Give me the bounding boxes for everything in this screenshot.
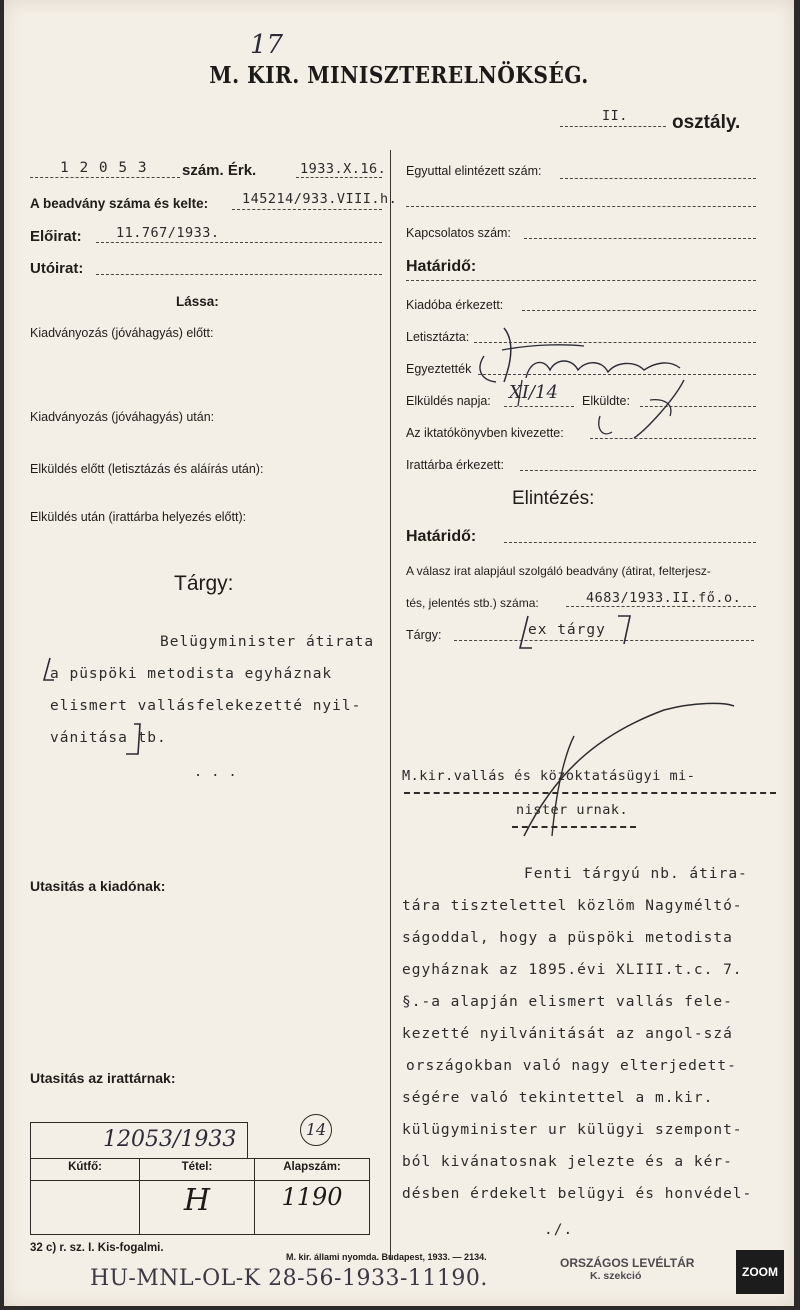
body-line-2: tára tisztelettel közlöm Nagyméltó- (402, 898, 743, 914)
archive-instruction-label: Utasitás az irattárnak: (30, 1070, 176, 1086)
body-line-11: désben érdekelt belügyi és honvédel- (402, 1186, 753, 1202)
department-label: osztály. (672, 112, 741, 133)
right-subject-label: Tárgy: (406, 628, 442, 642)
prior-label: Előirat: (30, 228, 82, 245)
archive-number-handwritten: 12053/1933 (103, 1127, 237, 1152)
zoom-logo: ZOOM (736, 1250, 784, 1294)
page-title: M. KIR. MINISZTERELNÖKSÉG. (209, 62, 589, 89)
submission-label: A beadvány száma és kelte: (30, 196, 209, 211)
subsequent-label: Utóirat: (30, 260, 84, 277)
deadline2-label: Határidő: (406, 528, 477, 545)
body-line-10: ból kivánatosnak jelezte és a kér- (402, 1154, 733, 1170)
registry-number: 1 2 0 5 3 (60, 160, 148, 176)
handwritten-signatures (474, 320, 754, 450)
continuation-mark: ./. (544, 1222, 574, 1238)
archive-stamp-section: K. szekció (590, 1270, 642, 1282)
reply-basis-value: 4683/1933.II.fő.o. (586, 590, 742, 606)
after-dispatch-label: Elküldés után (irattárba helyezés előtt): (30, 510, 247, 524)
cleaned-by-label: Letisztázta: (406, 330, 470, 344)
prior-value: 11.767/1933. (116, 225, 220, 241)
body-line-7: országokban való nagy elterjedett- (406, 1058, 737, 1074)
received-date: 1933.X.16. (300, 161, 387, 177)
to-issue-label: Kiadóba érkezett: (406, 298, 504, 312)
reply-basis-line-1: A válasz irat alapjául szolgáló beadvány (átirat, felterjesz- (406, 564, 711, 578)
archive-table (30, 1158, 370, 1235)
base-number-value: 1190 (255, 1181, 370, 1235)
body-line-6: kezetté nyilvánitását az angol-szá (402, 1026, 733, 1042)
addressee-line-2: nister urnak. (516, 802, 629, 818)
seen-label: Lássa: (176, 294, 219, 309)
circled-number: 14 (300, 1114, 332, 1146)
before-approval-label: Kiadványozás (jóváhagyás) előtt: (30, 326, 214, 340)
subject-line-4: vánitása tb. (50, 730, 167, 746)
reply-basis-line-2: tés, jelentés stb.) száma: (406, 596, 539, 610)
subject-line-2: a püspöki metodista egyháznak (50, 666, 333, 682)
also-settled-label: Egyuttal elintézett szám: (406, 164, 542, 178)
subject-line-3: elismert vallásfelekezetté nyil- (50, 698, 362, 714)
related-number-label: Kapcsolatos szám: (406, 226, 511, 240)
handwritten-folio-number: 17 (250, 30, 284, 60)
submission-value: 145214/933.VIII.h. (242, 191, 398, 207)
base-number-header: Alapszám: (255, 1159, 370, 1181)
document-page (4, 0, 794, 1306)
source-header: Kútfő: (31, 1159, 140, 1181)
archive-arrived-label: Irattárba érkezett: (406, 458, 504, 472)
compared-label: Egyeztették (406, 362, 472, 376)
subject-line-1: Belügyminister átirata (160, 634, 375, 650)
right-subject-value: ex tárgy (528, 622, 606, 638)
settlement-title: Elintézés: (512, 488, 595, 509)
subject-heading: Tárgy: (174, 572, 234, 595)
body-line-1: Fenti tárgyú nb. átira- (524, 866, 748, 882)
archive-stamp-name: ORSZÁGOS LEVÉLTÁR (560, 1256, 695, 1270)
ellipsis: . . . (194, 764, 238, 780)
deadline-label: Határidő: (406, 258, 477, 275)
column-divider (390, 150, 391, 1260)
body-line-3: ságoddal, hogy a püspöki metodista (402, 930, 733, 946)
form-code: 32 c) r. sz. I. Kis-fogalmi. (30, 1242, 164, 1254)
item-header: Tétel: (140, 1159, 255, 1181)
body-line-5: §.-a alapján elismert vallás fele- (402, 994, 733, 1010)
item-value: H (140, 1181, 255, 1235)
number-label: szám. Érk. (182, 162, 257, 179)
department-value: II. (602, 108, 628, 124)
printer-imprint: M. kir. állami nyomda. Budapest, 1933. — 2134. (286, 1252, 487, 1262)
issuer-instruction-label: Utasitás a kiadónak: (30, 878, 166, 894)
body-line-8: ségére való tekintettel a m.kir. (402, 1090, 714, 1106)
subject-bracket-marks (40, 654, 150, 764)
dispatched-label: Elküldte: (582, 394, 630, 408)
dispatch-day-value: XI/14 (509, 382, 558, 403)
before-dispatch-label: Elküldés előtt (letisztázás és aláírás után): (30, 462, 264, 476)
archival-reference-handwritten: HU-MNL-OL-K 28-56-1933-11190. (90, 1266, 488, 1291)
archive-number-box (30, 1122, 248, 1159)
body-line-4: egyháznak az 1895.évi XLIII.t.c. 7. (402, 962, 743, 978)
dispatch-day-label: Elküldés napja: (406, 394, 491, 408)
addressee-line-1: M.kir.vallás és közoktatásügyi mi- (402, 768, 696, 784)
right-subject-brackets (514, 612, 638, 654)
source-value (31, 1181, 140, 1235)
body-line-9: külügyminister ur külügyi szempont- (402, 1122, 743, 1138)
after-approval-label: Kiadványozás (jóváhagyás) után: (30, 410, 215, 424)
ledger-label: Az iktatókönyvben kivezette: (406, 426, 564, 440)
